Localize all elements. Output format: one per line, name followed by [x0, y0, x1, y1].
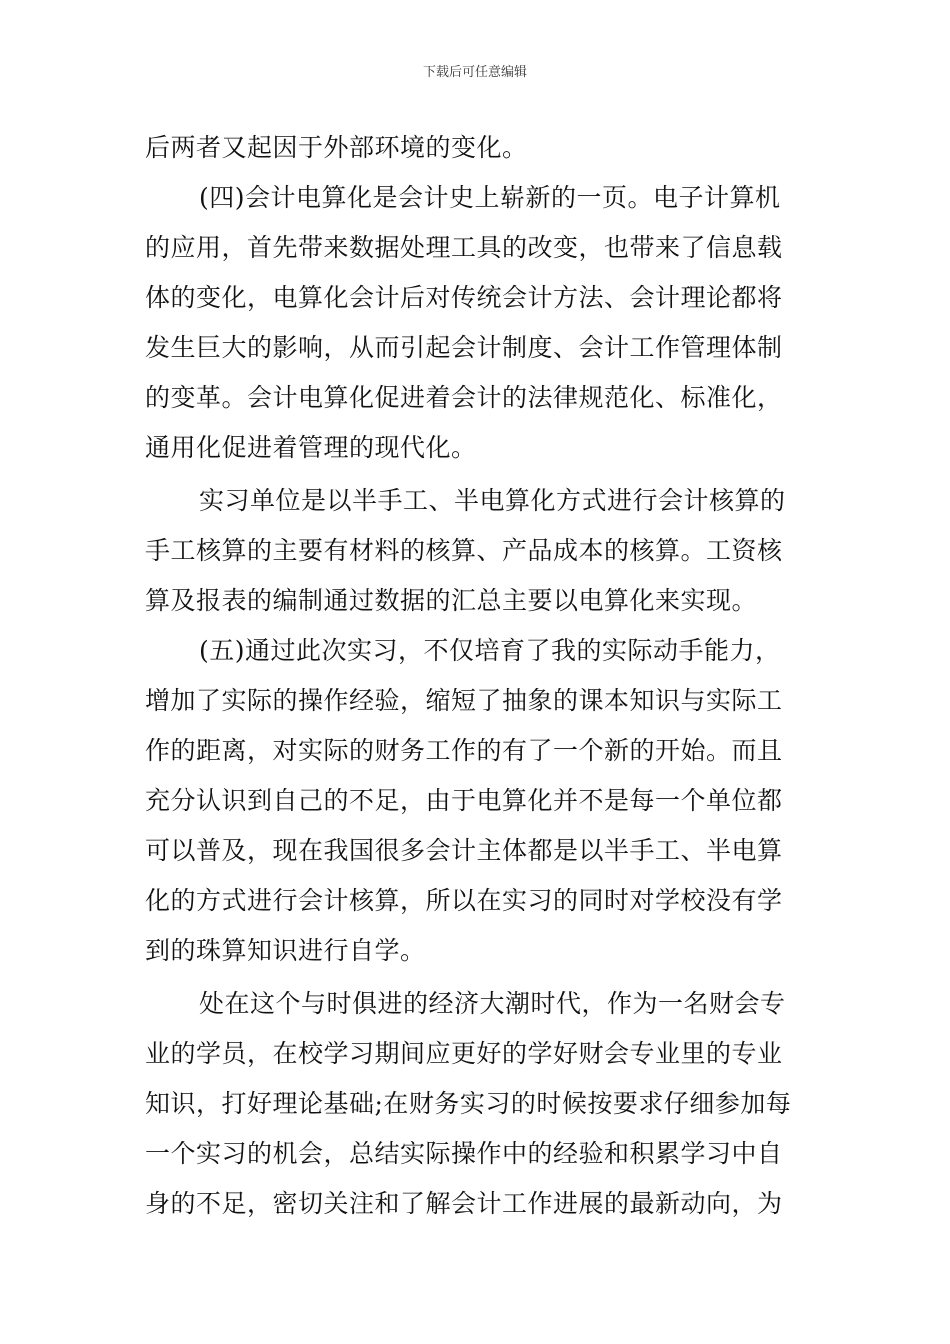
text-line: (五)通过此次实习，不仅培育了我的实际动手能力，: [199, 636, 781, 665]
text-line: 知识，打好理论基础;在财务实习的时候按要求仔细参加每: [145, 1089, 792, 1118]
text-line: 增加了实际的操作经验，缩短了抽象的课本知识与实际工: [145, 686, 783, 715]
text-line: 的变革。会计电算化促进着会计的法律规范化、标准化，: [145, 383, 783, 412]
text-line: 体的变化，电算化会计后对传统会计方法、会计理论都将: [145, 283, 783, 312]
text-line: 一个实习的机会，总结实际操作中的经验和积累学习中自: [145, 1139, 783, 1168]
text-line: (四)会计电算化是会计史上崭新的一页。电子计算机: [199, 183, 781, 212]
text-line: 手工核算的主要有材料的核算、产品成本的核算。工资核: [145, 536, 783, 565]
text-line: 算及报表的编制通过数据的汇总主要以电算化来实现。: [145, 586, 758, 615]
text-line: 化的方式进行会计核算，所以在实习的同时对学校没有学: [145, 886, 783, 915]
text-line: 身的不足，密切关注和了解会计工作进展的最新动向，为: [145, 1189, 783, 1218]
text-line: 到的珠算知识进行自学。: [145, 936, 426, 965]
text-line: 可以普及，现在我国很多会计主体都是以半手工、半电算: [145, 836, 783, 865]
text-line: 处在这个与时俱进的经济大潮时代，作为一名财会专: [199, 989, 786, 1018]
document-body: [145, 123, 810, 1229]
text-line: 充分认识到自己的不足，由于电算化并不是每一个单位都: [145, 786, 783, 815]
text-line: 的应用，首先带来数据处理工具的改变，也带来了信息载: [145, 233, 783, 262]
text-line: 作的距离，对实际的财务工作的有了一个新的开始。而且: [145, 736, 783, 765]
text-line: 业的学员，在校学习期间应更好的学好财会专业里的专业: [145, 1039, 783, 1068]
text-line: 实习单位是以半手工、半电算化方式进行会计核算的: [199, 486, 786, 515]
text-line: 后两者又起因于外部环境的变化。: [145, 133, 528, 162]
text-line: 发生巨大的影响，从而引起会计制度、会计工作管理体制: [145, 333, 783, 362]
text-line: 通用化促进着管理的现代化。: [145, 433, 477, 462]
page-header: 下载后可任意编辑: [422, 65, 527, 80]
